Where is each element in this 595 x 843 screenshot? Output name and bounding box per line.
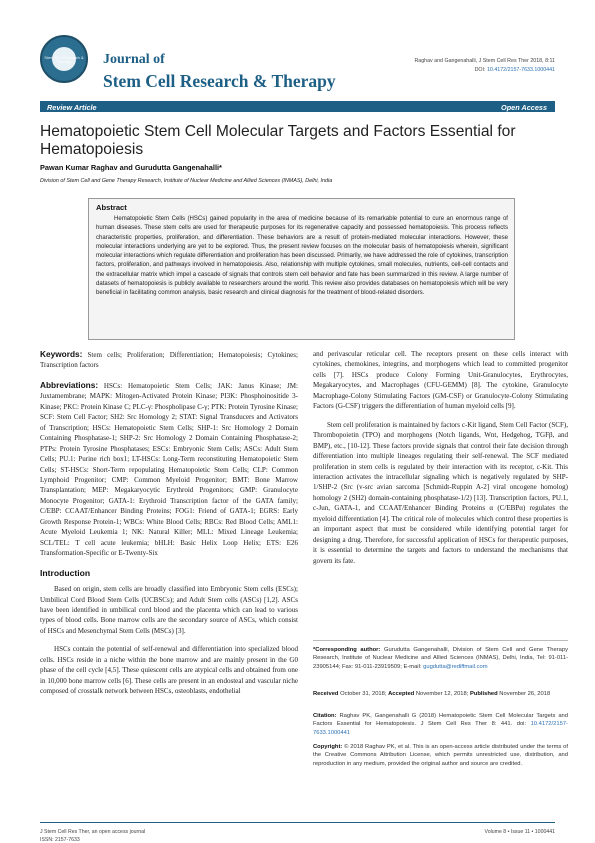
introduction-heading: Introduction (40, 567, 91, 578)
received-label: Received (313, 691, 339, 697)
introduction-paragraph-1: Based on origin, stem cells are broadly classified into Embryonic Stem cells (ESCs); Umbilical Cord Blood Stem Cells (UCBSCs); and Adult Stem cells (ASCs) [1,2]. ASCs have been identified in umbilical cord blood and the placenta which can lead to various types of blood cells. Bone marrow cells are the secondary source of ASCs, which consist of HSCs and Mesenchymal Stem Cells (MSCs) [3]. (40, 585, 298, 635)
body-paragraph-1: and perivascular reticular cell. The receptors present on these cells interact with cytokines, chemokines, integrins, and morphogens which lead to committed progenitor cells [7]. HSCs produce Colony Forming Unit-Granulocytes, Erythrocytes, Megakaryocytes, and Macrophages (CFU-GEMM) [8]. The cytokine, Granulocyte Macrophage-Colony Stimulating Factors (GM-CSF) or Granulocyte-Colony Stimulating Factors (G-CSF) triggers the differentiation of human myeloid cells [9]. (313, 350, 568, 411)
corresponding-author-label: *Corresponding author: (313, 647, 381, 653)
corresponding-email[interactable]: gugdutta@rediffmail.com (423, 663, 488, 670)
article-affiliation: Division of Stem Cell and Gene Therapy Research, Institute of Nuclear Medicine and Allied Sciences (INMAS), Delhi, India (40, 178, 333, 184)
citation-block (313, 712, 568, 737)
corresponding-author (313, 646, 568, 671)
citation-doi[interactable]: 10.4172/2157-7633.1000441 (313, 721, 568, 736)
abbreviations-label: Abbreviations: (40, 379, 99, 390)
copyright-block (313, 743, 568, 768)
footnote-divider (313, 640, 568, 641)
published-label: Published (469, 691, 498, 697)
header-doi (475, 67, 555, 73)
abstract-heading: Abstract (96, 203, 127, 212)
abbreviations (40, 380, 298, 559)
abstract-text: Hematopoietic Stem Cells (HSCs) gained popularity in the area of medicine because of its remarkable potential to cure an enormous range of human diseases. These stem cells are used for therapeutic purposes for its regenerative capacity and possessed hematopoiesis. This process reflects characteristic properties, proliferation, and differentiation. These behaviors are a result of protein-mediated molecular interactions. However, these molecular interactions underlying are yet to be explored. Thus, the present review focuses on the molecular basis of hematopoiesis wherein, significant molecular interactions which regulate differentiation and proliferation has been discussed. Primarily, we have addressed the role of cytokines, transcription factors, proliferation, and pathways involved in hematopoiesis. Also, relationship with multiple cytokines, small molecules, nutrients, cell-cell contacts and the extracellular matrix which impel a cascade of signals that controls stem cell behavior and fate has been summarized in this review. A large number of datasets of hematopoiesis is publicly available to researchers around the world. This review also provides databases on hematopoiesis which will be very beneficial in facilitating common analysis, basic research and clinical diagnosis for the treatment of blood-related disorders. (96, 216, 508, 297)
citation-text: Raghav PK, Gangenahalli G (2018) Hematopoietic Stem Cell Molecular Targets and Factors Essential for Hematopoiesis. J Stem Cell Res Ther 8: 441. doi: (313, 713, 568, 728)
article-authors: Pawan Kumar Raghav and Gurudutta Gangenahalli* (40, 163, 222, 172)
journal-name: Stem Cell Research & Therapy (103, 71, 336, 91)
accepted-label: Accepted (388, 691, 415, 697)
article-title: Hematopoietic Stem Cell Molecular Targets and Factors Essential for Hematopoiesis (40, 123, 516, 158)
journal-logo (40, 35, 88, 83)
journal-of-label: Journal of (103, 52, 165, 67)
footer-volume: Volume 8 • Issue 11 • 1000441 (484, 829, 555, 835)
introduction-paragraph-2: HSCs contain the potential of self-renewal and differentiation into specialized blood cells. HSCs reside in a niche within the bone marrow and are mainly present in the G0 phase of the cell cycle [4,5]. These quiescent cells are atypical cells and obtained from one in 10,000 bone marrow cells [6]. These cells are present in an endosteal and vascular niche composed of crosstalk network between HSCs, osteoblasts, endothelial (40, 645, 298, 696)
header-citation: Raghav and Gangenahalli, J Stem Cell Res Ther 2018, 8:11 (414, 58, 555, 64)
footer-journal: J Stem Cell Res Ther, an open access journal (40, 829, 146, 835)
keywords-label: Keywords: (40, 349, 83, 359)
received-date: October 31, 2018; (338, 691, 389, 697)
corresponding-author-text: Gurudutta Gangenahalli, Division of Stem Cell and Gene Therapy Research, Institute of Nuclear Medicine and Allied Sciences (INMAS), Delhi, India, Tel: 91-011-23905144; Fax: 91-011-23919509; E-mail: (313, 647, 568, 670)
article-type-bar (40, 101, 555, 112)
copyright-label: Copyright: (313, 744, 343, 750)
published-date: November 26, 2018 (497, 691, 551, 697)
body-paragraph-2: Stem cell proliferation is maintained by factors c-Kit ligand, Stem Cell Factor (SCF), Thrombopoietin (TPO) and morphogens (Notch ligands, Wnt, Hedgehog, TGFβ, and BMP), etc., [10-12]. These factors provide signals that control their fate decision through differentiation into multiple lineages regulating their self-renewal. The SCF mediated proliferation in stem cells is regulated by their interaction with its receptor, c-Kit. This interaction activates the intracellular signaling which is negatively regulated by SHP-1/SHP-2 (Src (v-src avian sarcoma [Schmidt-Ruppin A-2] viral oncogene homolog) homology 2 (SH2) domain-containing phosphatase-1/2) [13]. Transcription factors, PU.1, c-Jun, GATA-1, and CCAAT/Enhancer Binding Proteins α (C/EBPα) regulates the myeloid differentiation [4]. The critical role of molecules which control these properties is an important aspect that must be considered while identifying potential target for designing a drug. Therefore, for successful application of HSCs for therapeutic purposes, it is essential to determine the targets and factors to understand the mechanisms that govern its fate. (313, 420, 568, 565)
abbreviations-text: HSCs: Hematopoietic Stem Cells; JAK: Janus Kinase; JM: Juxtamembrane; MAPK: Mitogen-Activated Protein Kinase; PI3K: Phosphoinositide 3-Kinase; PKC: Protein Kinase C; PLC-γ: Phospholipase C-γ; PTK: Protein Tyrosine Kinase; SCF: Stem Cell Factor; SH2: Src Homology 2; STAT: Signal Transducers and Activators of Transcription; HSCs: Hematopoietic Stem Cells; SHP-1: Src Homology 2 Domain Containing Phosphatase-1; SHP-2: Src Homology 2 Domain Containing Phosphatase-2; PTPs: Protein Tyrosine Phosphatases; ESCs: Embryonic Stem Cells; ASCs: Adult Stem Cells; PU.1: Purine rich box1; LT-HSCs: Long-Term reconstituting Hematopoietic Stem Cells; ST-HSCs: Short-Term repopulating Hematopoietic Stem Cells; CLP: Common Lymphoid Progenitor; CMP: Common Myeloid Progenitor; BMT: Bone Marrow Transplantation; MEP: Megakaryocytic Erythroid Progenitors; GMP: Granulocyte Monocyte Progenitor; GATA-1: Erythroid Transcription factor of the GATA family; C/EBP: CCAAT/Enhancer Binding Proteins; FOG1: Friend of GATA-1; EGRS: Early Growth Response Protein-1; WBCs: White Blood Cells; RBCs: Red Blood Cells; AML1: Acute Myeloid Leukemia 1; NK: Natural Killer; MLL: Mixed Lineage Leukemia; SCL/TEL: T cell acute leukemia; bHLH: Basic Helix Loop Helix; ETS: E26 Transformation-Specific or E-Twenty-Six (40, 381, 298, 558)
keywords (40, 349, 298, 371)
keywords-text: Stem cells; Proliferation; Differentiation; Hematopoiesis; Cytokines; Transcription factors (40, 351, 298, 370)
article-type-label: Review Article (47, 102, 97, 112)
citation-label: Citation: (313, 713, 337, 719)
left-column (40, 349, 298, 697)
right-column (313, 349, 568, 566)
accepted-date: November 12, 2018; (414, 691, 470, 697)
doi-link[interactable]: 10.4172/2157-7633.1000441 (486, 67, 555, 73)
open-access-label: Open Access (501, 102, 547, 112)
footer-divider (40, 822, 555, 823)
logo-text: Stem Cell Research & Therapy (44, 56, 84, 64)
dates (313, 690, 568, 698)
copyright-text: © 2018 Raghav PK, et al. This is an open-access article distributed under the terms of the Creative Commons Attribution License, which permits unrestricted use, distribution, and reproduction in any medium, provided the original author and source are credited. (313, 744, 568, 767)
doi-label: DOI: (474, 67, 487, 73)
footer-issn: ISSN: 2157-7633 (40, 837, 80, 843)
